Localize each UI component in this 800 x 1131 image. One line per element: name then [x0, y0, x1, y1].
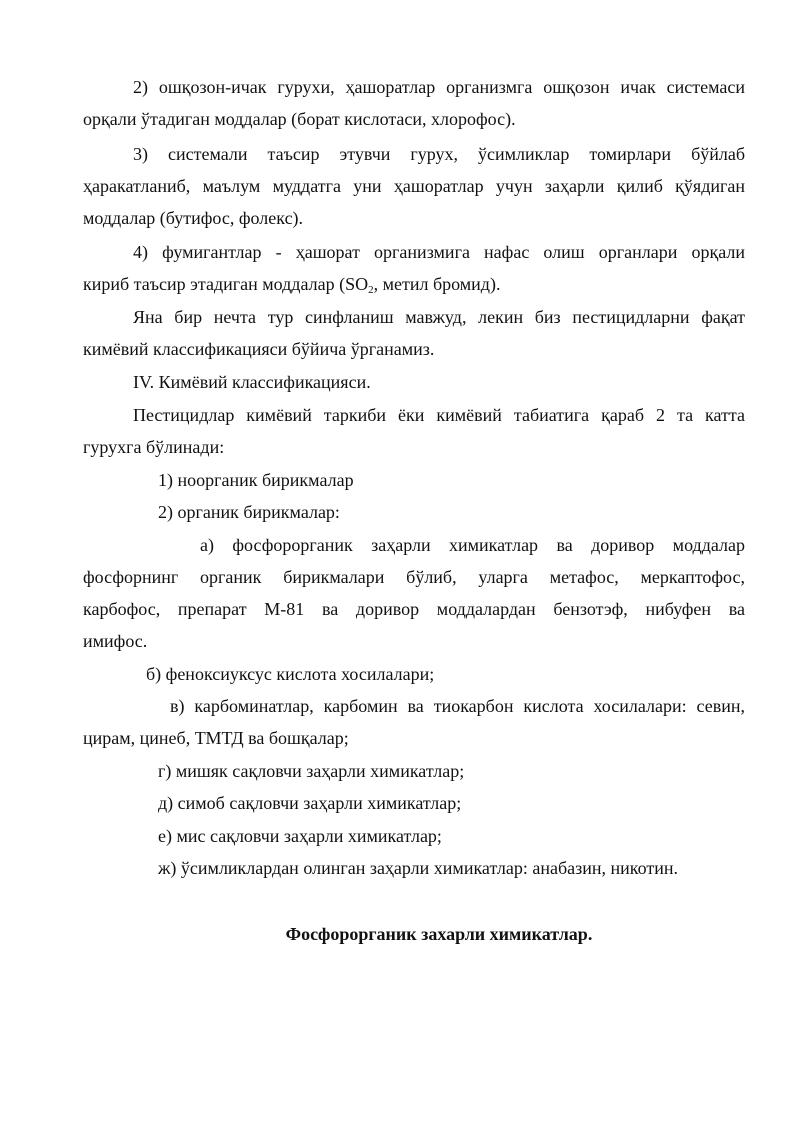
list-item: ж) ўсимликлардан олинган заҳарли химикатлар: анабазин, никотин.	[158, 858, 678, 878]
paragraph-line: 3) системали таъсир этувчи гурух, ўсимликлар томирлари бўйлаб	[133, 144, 745, 164]
paragraph-line: ҳаракатланиб, маълум муддатга уни ҳашоратлар учун заҳарли қилиб қўядиган	[83, 176, 745, 196]
list-item: б) феноксиуксус кислота хосилалари;	[146, 664, 435, 684]
paragraph-line: гурухга бўлинади:	[83, 437, 225, 457]
paragraph-line: цирам, цинеб, ТМТД ва бошқалар;	[83, 728, 349, 748]
paragraph-line: Пестицидлар кимёвий таркиби ёки кимёвий табиатига қараб 2 та катта	[133, 405, 745, 425]
list-item: е) мис сақловчи заҳарли химикатлар;	[158, 826, 442, 846]
paragraph-line: моддалар (бутифос, фолекс).	[83, 208, 304, 228]
paragraph-line: 2) ошқозон-ичак гурухи, ҳашоратлар организмга ошқозон ичак системаси	[133, 77, 745, 97]
list-item: г) мишяк сақловчи заҳарли химикатлар;	[158, 761, 465, 781]
paragraph-line: фосфорнинг органик бирикмалари бўлиб, уларга метафос, меркаптофос,	[83, 567, 745, 587]
paragraph-line: карбофос, препарат М-81 ва доривор моддалардан бензотэф, нибуфен ва	[83, 599, 745, 619]
paragraph-line: Яна бир нечта тур синфланиш мавжуд, лекин биз пестицидларни фақат	[133, 307, 745, 327]
paragraph-line: кимёвий классификацияси бўйича ўрганамиз.	[83, 339, 435, 359]
list-item: 2) органик бирикмалар:	[158, 502, 340, 522]
paragraph-line	[83, 272, 745, 296]
section-heading: Фосфорорганик захарли химикатлар.	[285, 924, 593, 944]
subscript-text: 2	[368, 284, 374, 296]
paragraph-line: имифос.	[83, 631, 148, 651]
paragraph-line: орқали ўтадиган моддалар (борат кислотаси, хлорофос).	[83, 109, 516, 129]
paragraph-line: в) карбоминатлар, карбомин ва тиокарбон кислота хосилалари: севин,	[170, 696, 745, 716]
list-item: д) симоб сақловчи заҳарли химикатлар;	[158, 793, 462, 813]
list-item: 1) ноорганик бирикмалар	[158, 470, 354, 490]
line-text: , метил бромид).	[373, 274, 501, 294]
paragraph-line: 4) фумигантлар - ҳашорат организмига нафас олиш органлари орқали	[133, 242, 745, 262]
section-title: IV. Кимёвий классификацияси.	[133, 372, 371, 392]
paragraph-line: а) фосфорорганик заҳарли химикатлар ва доривор моддалар	[200, 535, 745, 555]
line-text: кириб таъсир этадиган моддалар (SO	[83, 274, 369, 294]
